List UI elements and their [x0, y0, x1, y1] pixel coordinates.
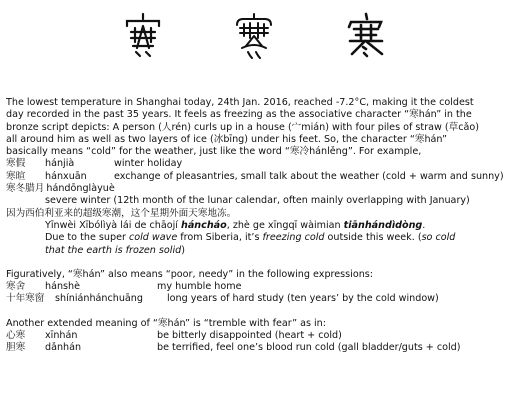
- sentence-translation: Due to the super cold wave from Siberia, it’s freezing cold outside this week. (so cold: [45, 232, 456, 244]
- example-pinyin: hánxuān: [45, 170, 87, 182]
- figurative-row: [6, 293, 510, 305]
- bronze-script-han-icon: [121, 12, 165, 60]
- example-meaning: long years of hard study (ten years’ by the cold window): [167, 293, 439, 305]
- figurative-row: [6, 281, 510, 293]
- example-meaning: my humble home: [157, 281, 242, 293]
- regular-script-han-icon: [344, 12, 388, 60]
- example-row: [6, 183, 510, 195]
- intro-line: day recorded in the past 35 years. It feels as freezing as the associative character “寒hán” in the: [6, 109, 472, 121]
- intro-line: basically means “cold” for the weather, just like the word “寒冷hánlěng”. For example,: [6, 146, 422, 158]
- extended-row: [6, 330, 510, 342]
- extended-row: [6, 342, 510, 354]
- example-hanzi: 寒假: [6, 158, 26, 170]
- example-row: [6, 171, 510, 183]
- example-pinyin: hánjià: [45, 158, 75, 170]
- intro-line: all around him as well as two layers of ice (冰bīng) under his feet. So, the character “寒hán”: [6, 133, 447, 145]
- example-pinyin: dǎnhán: [45, 342, 82, 354]
- example-pinyin: shíniánhánchuāng: [55, 293, 143, 305]
- seal-script-han-icon: [232, 12, 276, 60]
- example-meaning: exchange of pleasantries, small talk about the weather (cold + warm and sunny): [114, 170, 504, 182]
- intro-line: The lowest temperature in Shanghai today, 24th Jan. 2016, reached -7.2°C, making it the coldest: [6, 97, 474, 108]
- example-meaning: severe winter (12th month of the lunar calendar, often mainly overlapping with January): [45, 195, 470, 207]
- sentence-pinyin: Yīnwèi Xībólìyà lái de chāojí háncháo, zhè ge xīngqī wàimian tiānhándìdòng.: [45, 219, 426, 231]
- article-body: [6, 97, 510, 355]
- example-meaning: be bitterly disappointed (heart + cold): [157, 330, 342, 342]
- sentence-translation: that the earth is frozen solid): [45, 244, 185, 256]
- sentence-hanzi: 因为西伯利亚来的超级寒潮，这个星期外面天寒地冻。: [6, 207, 237, 219]
- example-row: [6, 158, 510, 170]
- example-meaning: be terrified, feel one’s blood run cold (gall bladder/guts + cold): [157, 342, 461, 354]
- example-pinyin: hándōnglàyuè: [46, 183, 115, 195]
- example-pinyin: hánshè: [45, 281, 81, 293]
- example-hanzi: 胆寒: [6, 342, 26, 354]
- character-evolution-header: [0, 12, 512, 64]
- figurative-intro: Figuratively, “寒hán” also means “poor, needy” in the following expressions:: [6, 268, 374, 280]
- example-meaning: winter holiday: [114, 158, 183, 170]
- example-hanzi: 寒舍: [6, 281, 26, 293]
- example-hanzi: 寒冬腊月: [6, 183, 45, 195]
- example-pinyin: xīnhán: [45, 330, 78, 342]
- extended-intro: Another extended meaning of “寒hán” is “tremble with fear” as in:: [6, 317, 326, 329]
- intro-line: bronze script depicts: A person (人rén) curls up in a house (宀mián) with four piles of straw (草cǎo): [6, 121, 480, 133]
- example-hanzi: 寒暄: [6, 170, 26, 182]
- example-hanzi: 心寒: [6, 330, 26, 342]
- example-hanzi: 十年寒窗: [6, 293, 45, 305]
